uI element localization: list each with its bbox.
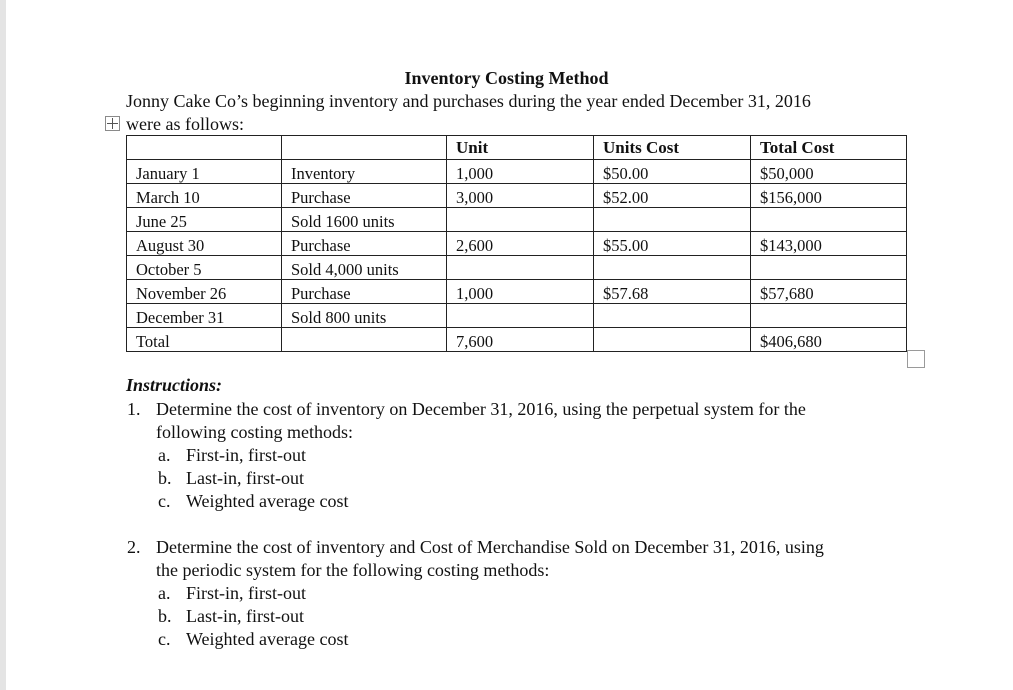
description-cell: Inventory: [282, 160, 447, 184]
list-item: [158, 444, 306, 467]
unit-cell: 2,600: [447, 232, 594, 256]
table-row: [127, 184, 907, 208]
question-text-line: the periodic system for the following costing methods:: [156, 560, 550, 580]
list-item-text: Last-in, first-out: [186, 606, 304, 626]
question-text-line: Determine the cost of inventory on December 31, 2016, using the perpetual system for the: [156, 399, 806, 419]
table-row: [127, 304, 907, 328]
table-row: [127, 256, 907, 280]
total-cost-cell: $156,000: [751, 184, 907, 208]
unit-cost-cell: $50.00: [594, 160, 751, 184]
instructions-heading: Instructions:: [126, 375, 223, 395]
header-cell-total-cost: Total Cost: [751, 136, 907, 160]
list-item: [158, 582, 306, 605]
total-cost-cell: [751, 256, 907, 280]
date-cell: August 30: [127, 232, 282, 256]
table-row: [127, 280, 907, 304]
unit-cost-cell: [594, 208, 751, 232]
document-title: Inventory Costing Method: [404, 68, 609, 88]
total-cost-cell: $57,680: [751, 280, 907, 304]
list-item: [158, 490, 349, 513]
list-item: [158, 467, 304, 490]
total-units-cell: 7,600: [447, 328, 594, 352]
description-cell: Sold 4,000 units: [282, 256, 447, 280]
intro-line-2: were as follows:: [126, 114, 244, 134]
date-cell: March 10: [127, 184, 282, 208]
list-item-text: First-in, first-out: [186, 445, 306, 465]
intro-paragraph: [126, 90, 926, 136]
date-cell: November 26: [127, 280, 282, 304]
date-cell: January 1: [127, 160, 282, 184]
list-item: [158, 605, 304, 628]
date-cell: June 25: [127, 208, 282, 232]
grand-total-cell: $406,680: [751, 328, 907, 352]
total-label-cell: Total: [127, 328, 282, 352]
list-item-text: First-in, first-out: [186, 583, 306, 603]
page-left-border: [0, 0, 6, 690]
header-cell: [127, 136, 282, 160]
list-item-letter: a.: [158, 445, 171, 465]
unit-cost-cell: $55.00: [594, 232, 751, 256]
header-cell-units-cost: Units Cost: [594, 136, 751, 160]
unit-cost-cell: [594, 304, 751, 328]
list-item-letter: b.: [158, 606, 172, 626]
list-item: [158, 628, 349, 651]
table-row: [127, 232, 907, 256]
unit-cost-cell: $52.00: [594, 184, 751, 208]
unit-cell: [447, 256, 594, 280]
question-number: 1.: [127, 399, 141, 419]
unit-cell: 1,000: [447, 160, 594, 184]
question-number: 2.: [127, 537, 141, 557]
header-cell-unit: Unit: [447, 136, 594, 160]
list-item-text: Last-in, first-out: [186, 468, 304, 488]
list-item-letter: b.: [158, 468, 172, 488]
question-text-line: Determine the cost of inventory and Cost of Merchandise Sold on December 31, 2016, using: [156, 537, 824, 557]
question-text-line: following costing methods:: [156, 422, 353, 442]
inventory-table: [126, 135, 907, 352]
table-move-handle-icon[interactable]: [105, 116, 120, 131]
unit-cell: 1,000: [447, 280, 594, 304]
total-cost-cell: [751, 208, 907, 232]
table-header-row: [127, 136, 907, 160]
description-cell: Sold 1600 units: [282, 208, 447, 232]
description-cell: Purchase: [282, 232, 447, 256]
list-item-text: Weighted average cost: [186, 629, 349, 649]
unit-cost-cell: $57.68: [594, 280, 751, 304]
unit-cell: [447, 304, 594, 328]
description-cell: [282, 328, 447, 352]
header-cell: [282, 136, 447, 160]
table-resize-handle-icon[interactable]: [907, 350, 925, 368]
list-item-letter: c.: [158, 629, 171, 649]
total-cost-cell: $50,000: [751, 160, 907, 184]
unit-cell: [447, 208, 594, 232]
description-cell: Sold 800 units: [282, 304, 447, 328]
list-item-letter: a.: [158, 583, 171, 603]
date-cell: December 31: [127, 304, 282, 328]
table-row: [127, 160, 907, 184]
unit-cell: 3,000: [447, 184, 594, 208]
date-cell: October 5: [127, 256, 282, 280]
intro-line-1: Jonny Cake Co’s beginning inventory and purchases during the year ended December 31, 2016: [126, 91, 811, 111]
description-cell: Purchase: [282, 184, 447, 208]
table-total-row: [127, 328, 907, 352]
question-1: [127, 398, 806, 444]
table-row: [127, 208, 907, 232]
question-2: [127, 536, 824, 582]
unit-cost-cell: [594, 256, 751, 280]
unit-cost-cell: [594, 328, 751, 352]
list-item-text: Weighted average cost: [186, 491, 349, 511]
total-cost-cell: [751, 304, 907, 328]
description-cell: Purchase: [282, 280, 447, 304]
total-cost-cell: $143,000: [751, 232, 907, 256]
list-item-letter: c.: [158, 491, 171, 511]
